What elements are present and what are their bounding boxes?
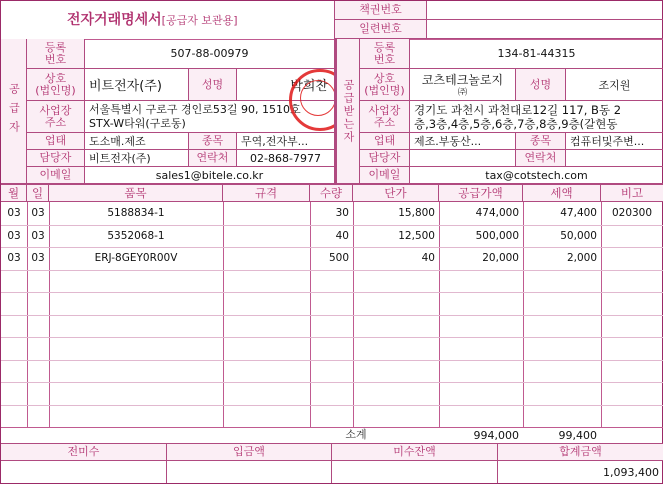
supplier-type-label: 업태 — [27, 133, 85, 150]
buyer-item: 컴퓨터및주변... — [566, 133, 663, 150]
total-amount-value: 1,093,400 — [603, 465, 659, 479]
column-header-month: 월 — [1, 185, 27, 202]
cell-supply-amount: 500,000 — [475, 229, 519, 242]
cell-supply-amount: 20,000 — [482, 252, 519, 265]
unpaid-balance-value — [332, 461, 498, 483]
buyer-name: 조지원 — [566, 69, 663, 101]
buyer-email-label: 이메일 — [360, 167, 410, 183]
buyer-manager-label: 담당자 — [360, 150, 410, 167]
supplier-name-label: 성명 — [189, 69, 237, 101]
subtotal-label: 소계 — [345, 428, 367, 441]
prev-unpaid-label: 전미수 — [1, 444, 167, 461]
book-no-value — [426, 1, 663, 20]
buyer-manager — [410, 150, 516, 167]
cell-spec — [223, 225, 310, 248]
cell-tax: 50,000 — [560, 229, 597, 242]
buyer-side-label — [336, 39, 360, 183]
supplier-address: 서울특별시 구로구 경인로53길 90, 1510호 STX-W타워(구로동) — [85, 101, 334, 133]
cell-supply-amount: 474,000 — [475, 207, 519, 220]
subtotal-tax: 99,400 — [558, 428, 597, 442]
supplier-reg-no: 507-88-00979 — [85, 39, 334, 69]
supplier-reg-label: 등록 번호 — [27, 39, 85, 69]
supplier-company: 비트전자(주) — [85, 69, 189, 101]
supplier-email-label: 이메일 — [27, 167, 85, 183]
buyer-company-label: 상호 (법인명) — [360, 69, 410, 101]
buyer-type: 제조.부동산... — [410, 133, 516, 150]
buyer-side-text: 공급받는자 — [342, 78, 355, 144]
supplier-company-label: 상호 (법인명) — [27, 69, 85, 101]
supplier-item: 무역,전자부... — [237, 133, 334, 150]
supplier-item-label: 종목 — [189, 133, 237, 150]
cell-qty: 30 — [335, 207, 349, 220]
title-text: 전자거래명세서 — [67, 12, 162, 28]
buyer-company-suffix: ㈜ — [457, 88, 467, 98]
row-divider — [1, 270, 663, 271]
document-title — [67, 9, 238, 29]
row-divider — [1, 405, 663, 406]
cell-month: 03 — [7, 207, 21, 220]
prev-unpaid-value — [1, 461, 167, 483]
row-divider — [1, 337, 663, 338]
seal-inner-ring — [300, 80, 336, 116]
column-header-remark: 비고 — [601, 185, 663, 202]
row-divider — [1, 315, 663, 316]
supplier-type: 도소매.제조 — [85, 133, 189, 150]
column-header-tax: 세액 — [523, 185, 601, 202]
book-no-label: 책권번호 — [334, 1, 426, 20]
cell-unit-price: 12,500 — [398, 229, 435, 242]
column-header-supply-amount: 공급가액 — [439, 185, 523, 202]
buyer-name-label: 성명 — [516, 69, 566, 101]
buyer-type-label: 업태 — [360, 133, 410, 150]
supplier-side-label — [1, 39, 27, 183]
cell-spec — [223, 202, 310, 225]
supplier-manager: 비트전자(주) — [85, 150, 189, 167]
buyer-contact-label: 연락처 — [516, 150, 566, 167]
deposit-label: 입금액 — [167, 444, 332, 461]
column-header-day: 일 — [27, 185, 49, 202]
cell-unit-price: 15,800 — [398, 207, 435, 220]
supplier-contact-label: 연락처 — [189, 150, 237, 167]
cell-remark — [601, 225, 663, 248]
cell-remark — [601, 247, 663, 270]
row-divider — [1, 382, 663, 383]
buyer-reg-no: 134-81-44315 — [410, 39, 663, 69]
cell-unit-price: 40 — [421, 252, 435, 265]
cell-day: 03 — [31, 207, 45, 220]
cell-month: 03 — [7, 229, 21, 242]
buyer-contact — [566, 150, 663, 167]
buyer-company-cell — [410, 69, 516, 101]
buyer-item-label: 종목 — [516, 133, 566, 150]
cell-day: 03 — [31, 229, 45, 242]
row-divider — [1, 360, 663, 361]
unpaid-balance-label: 미수잔액 — [332, 444, 498, 461]
supplier-manager-label: 담당자 — [27, 150, 85, 167]
buyer-email: tax@cotstech.com — [485, 168, 588, 182]
subtotal-supply: 994,000 — [473, 428, 519, 442]
supplier-side-text: 공급자 — [7, 82, 21, 140]
serial-label: 일련번호 — [334, 20, 426, 39]
buyer-address: 경기도 과천시 과천대로12길 117, B동 2 층,3층,4층,5층,6층,7층,8층,9층(갈현동 — [410, 101, 663, 133]
cell-month: 03 — [7, 252, 21, 265]
column-header-unit-price: 단가 — [353, 185, 439, 202]
cell-tax: 47,400 — [560, 207, 597, 220]
column-header-spec: 규격 — [223, 185, 310, 202]
column-header-item: 품목 — [49, 185, 223, 202]
cell-item: 5188834-1 — [107, 207, 165, 220]
subtitle-text: [공급자 보관용] — [161, 14, 238, 27]
cell-day: 03 — [31, 252, 45, 265]
cell-item: ERJ-8GEY0R00V — [94, 252, 178, 265]
row-divider — [1, 292, 663, 293]
total-amount-label: 합계금액 — [498, 444, 663, 461]
column-header-qty: 수량 — [310, 185, 353, 202]
cell-spec — [223, 247, 310, 270]
cell-remark: 020300 — [611, 207, 653, 220]
serial-value — [426, 20, 663, 39]
cell-tax: 2,000 — [566, 252, 597, 265]
items-bottom-divider — [1, 427, 663, 428]
deposit-value — [167, 461, 332, 483]
supplier-addr-label: 사업장 주소 — [27, 101, 85, 133]
cell-qty: 500 — [328, 252, 349, 265]
supplier-name: 박희찬 — [237, 69, 334, 101]
buyer-company: 코츠테크놀로지 — [421, 73, 504, 87]
supplier-email: sales1@bitele.co.kr — [155, 168, 264, 182]
buyer-reg-label: 등록 번호 — [360, 39, 410, 69]
buyer-addr-label: 사업장 주소 — [360, 101, 410, 133]
cell-item: 5352068-1 — [107, 229, 165, 242]
cell-qty: 40 — [335, 229, 349, 242]
supplier-contact: 02-868-7977 — [237, 150, 334, 167]
